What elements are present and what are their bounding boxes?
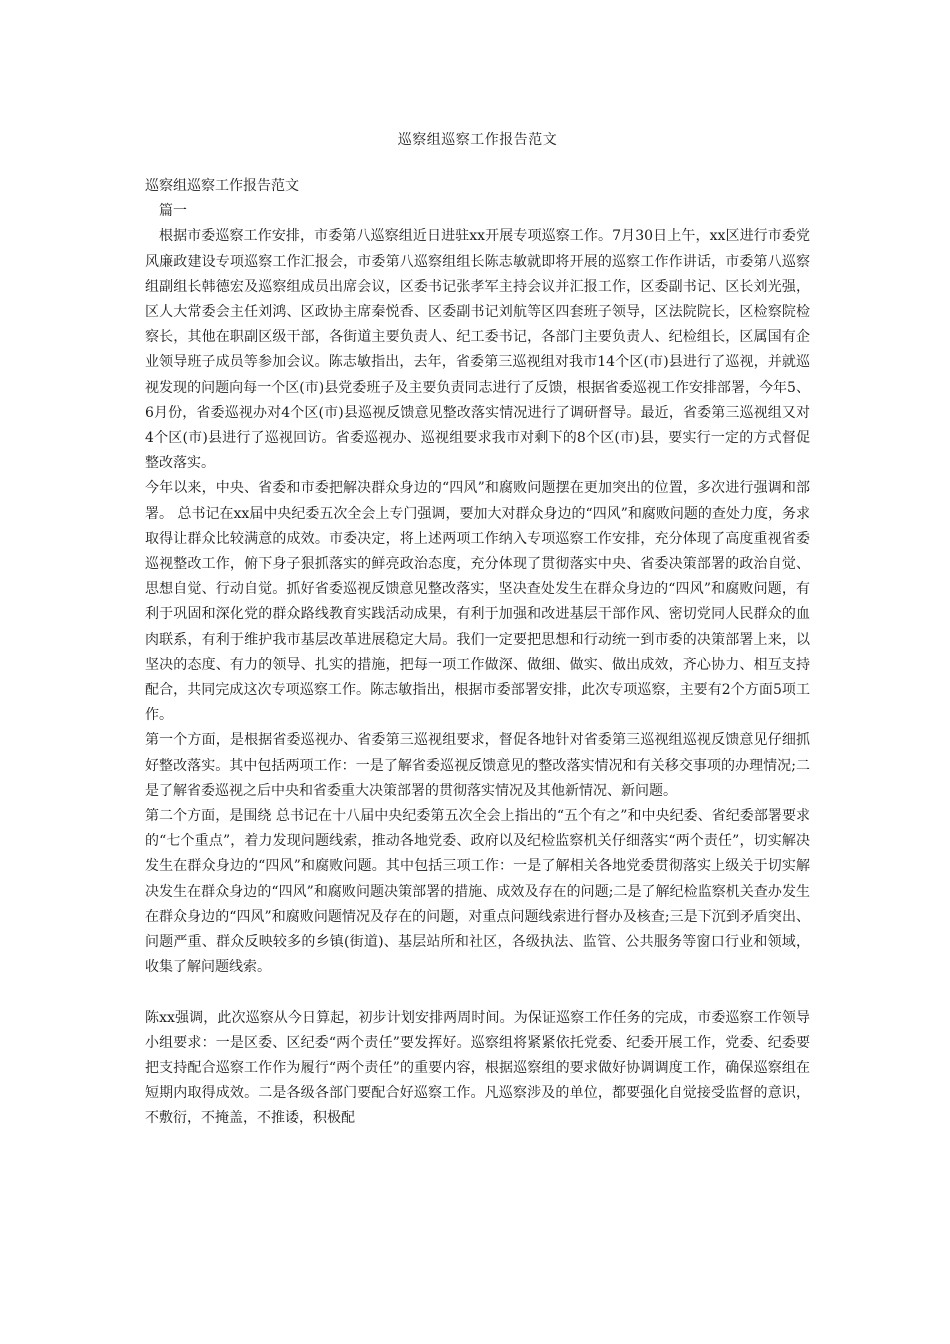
paragraph: 根据市委巡察工作安排，市委第八巡察组近日进驻xx开展专项巡察工作。7月30日上午，xx区进行市委党风廉政建设专项巡察工作汇报会，市委第八巡察组组长陈志敏就即将开展的巡察工作作讲话，市委第八巡察组副组长韩德宏及巡察组成员出席会议，区委书记张孝军主持会议并汇报工作，区委副书记、区长刘光强，区人大常委会主任刘鸿、区政协主席秦悦香、区委副书记刘航等区四套班子领导，区法院院长，区检察院检察长，其他在职副区级干部，各街道主要负责人、纪工委书记，各部门主要负责人、纪检组长，区属国有企业领导班子成员等参加会议。陈志敏指出，去年，省委第三巡视组对我市14个区(市)县进行了巡视，并就巡视发现的问题向每一个区(市)县党委班子及主要负责同志进行了反馈，根据省委巡视工作安排部署，今年5、6月份，省委巡视办对4个区(市)县巡视反馈意见整改落实情况进行了调研督导。最近，省委第三巡视组又对4个区(市)县进行了巡视回访。省委巡视办、巡视组要求我市对剩下的8个区(市)县，要实行一定的方式督促整改落实。 [145,228,810,472]
paragraph-spacer [145,981,810,1006]
paragraph: 今年以来，中央、省委和市委把解决群众身边的“四风”和腐败问题摆在更加突出的位置，多次进行强调和部署。 总书记在xx届中央纪委五次全会上专门强调，要加大对群众身边的“四风”和腐败问题的查处力度，务求取得让群众比较满意的成效。市委决定，将上述两项工作纳入专项巡察工作安排，充分体现了高度重视省委巡视整改工作，俯下身子狠抓落实的鲜亮政治态度，充分体现了贯彻落实中央、省委决策部署的政治自觉、思想自觉、行动自觉。抓好省委巡视反馈意见整改落实，坚决查处发生在群众身边的“四风”和腐败问题，有利于巩固和深化党的群众路线教育实践活动成果，有利于加强和改进基层干部作风、密切党同人民群众的血肉联系，有利于维护我市基层改革进展稳定大局。我们一定要把思想和行动统一到市委的决策部署上来，以坚决的态度、有力的领导、扎实的措施，把每一项工作做深、做细、做实、做出成效，齐心协力、相互支持配合，共同完成这次专项巡察工作。陈志敏指出，根据市委部署安排，此次专项巡察，主要有2个方面5项工作。 [145,480,810,724]
document-subtitle: 巡察组巡察工作报告范文 [145,178,299,194]
document-body [145,174,810,1132]
paragraph: 陈xx强调，此次巡察从今日算起，初步计划安排两周时间。为保证巡察工作任务的完成，市委巡察工作领导小组要求：一是区委、区纪委“两个责任”要发挥好。巡察组将紧紧依托党委、纪委开展工作，党委、纪委要把支持配合巡察工作作为履行“两个责任”的重要内容，根据巡察组的要求做好协调调度工作，确保巡察组在短期内取得成效。二是各级各部门要配合好巡察工作。凡巡察涉及的单位，都要强化自觉接受监督的意识，不敷衍，不掩盖，不推诿，积极配 [145,1009,810,1127]
section-label: 篇一 [159,203,187,220]
paragraph: 第二个方面，是围绕 总书记在十八届中央纪委第五次全会上指出的“五个有之”和中央纪委、省纪委部署要求的“七个重点”，着力发现问题线索，推动各地党委、政府以及纪检监察机关仔细落实“两个责任”，切实解决发生在群众身边的“四风”和腐败问题。其中包括三项工作：一是了解相关各地党委贯彻落实上级关于切实解决发生在群众身边的“四风”和腐败问题决策部署的措施、成效及存在的问题;二是了解纪检监察机关查办发生在群众身边的“四风”和腐败问题情况及存在的问题，对重点问题线索进行督办及核查;三是下沉到矛盾突出、问题严重、群众反映较多的乡镇(街道)、基层站所和社区，各级执法、监管、公共服务等窗口行业和领域，收集了解问题线索。 [145,808,810,976]
document-title: 巡察组巡察工作报告范文 [397,132,558,148]
paragraph: 第一个方面，是根据省委巡视办、省委第三巡视组要求，督促各地针对省委第三巡视组巡视反馈意见仔细抓好整改落实。其中包括两项工作：一是了解省委巡视反馈意见的整改落实情况和有关移交事项的办理情况;二是了解省委巡视之后中央和省委重大决策部署的贯彻落实情况及其他新情况、新问题。 [145,732,810,799]
